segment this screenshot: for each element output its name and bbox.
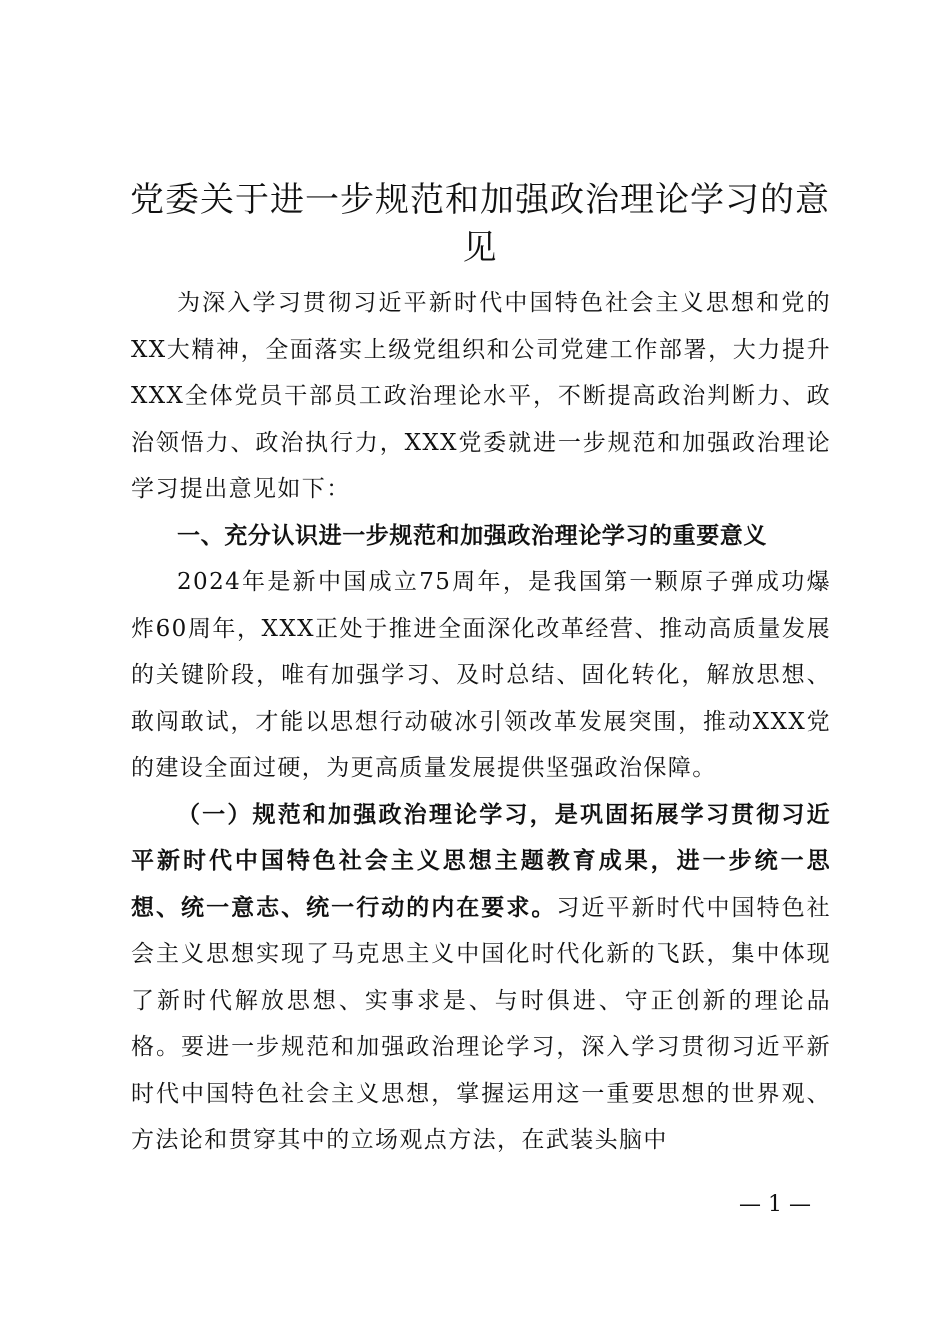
section-heading: 一、充分认识进一步规范和加强政治理论学习的重要意义 (177, 522, 767, 549)
point-heading: （一）规范和加强政治理论学习，是巩固拓展学习贯彻习近平新时代中国特色社会主义思想主题教育成果，进一步统一思想、统一意志、统一行动的内在要求。 (131, 800, 831, 921)
point-body: 习近平新时代中国特色社会主义思想实现了马克思主义中国化时代化新的飞跃，集中体现了新时代解放思想、实事求是、与时俱进、守正创新的理论品格。要进一步规范和加强政治理论学习，深入学习贯彻习近平新时代中国特色社会主义思想，掌握运用这一重要思想的世界观、方法论和贯穿其中的立场观点方法，在武装头脑中 (131, 894, 831, 1153)
intro-paragraph: 为深入学习贯彻习近平新时代中国特色社会主义思想和党的XX大精神，全面落实上级党组织和公司党建工作部署，大力提升XXX全体党员干部员工政治理论水平，不断提高政治判断力、政治领悟力、政治执行力，XXX党委就进一步规范和加强政治理论学习提出意见如下： (131, 290, 831, 502)
point-paragraph (131, 792, 831, 1164)
page-number: — 1 — (739, 1192, 811, 1217)
section-paragraph: 2024年是新中国成立75周年，是我国第一颗原子弹成功爆炸60周年，XXX正处于推进全面深化改革经营、推动高质量发展的关键阶段，唯有加强学习、及时总结、固化转化，解放思想、敢闯敢试，才能以思想行动破冰引领改革发展突围，推动XXX党的建设全面过硬，为更高质量发展提供坚强政治保障。 (131, 569, 831, 781)
document-title: 党委关于进一步规范和加强政治理论学习的意见 (130, 180, 830, 268)
document-body (131, 280, 831, 1164)
